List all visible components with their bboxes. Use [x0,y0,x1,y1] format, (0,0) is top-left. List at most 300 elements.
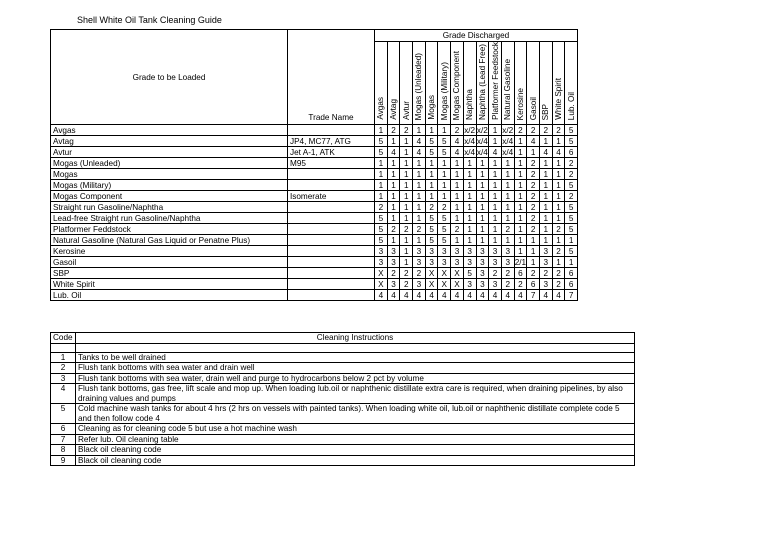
cleaning-code-cell: 1 [400,158,413,169]
cleaning-code-cell: 2 [552,246,565,257]
discharged-grade-label: Avgas [376,97,386,120]
trade-name-cell: JP4, MC77, ATG [288,136,375,147]
cleaning-code-cell: 1 [552,235,565,246]
grade-row [51,279,578,290]
cleaning-code-cell: x/4 [464,147,476,157]
grade-row [51,202,578,213]
discharged-grade-label: Naphtha (Lead Free) [477,43,487,120]
cleaning-code-cell: 4 [552,290,565,301]
cleaning-code-cell: 1 [463,180,476,191]
cleaning-code-cell: 4 [463,290,476,301]
cleaning-code-cell: 1 [375,169,388,180]
cleaning-code-cell: 4 [438,290,451,301]
trade-name-cell [288,169,375,180]
cleaning-code-cell: 1 [425,169,438,180]
cleaning-code-cell: 5 [463,268,476,279]
cleaning-code-cell: 5 [565,136,578,147]
cleaning-code-cell: 2 [451,125,464,136]
cleaning-code-cell: 4 [413,290,426,301]
cleaning-code-cell: 1 [425,191,438,202]
cleaning-code-cell: 4 [375,290,388,301]
cleaning-code-cell: 1 [476,235,489,246]
cleaning-code-cell: 2 [387,125,400,136]
cleaning-code-cell: 1 [438,169,451,180]
cleaning-code-cell: 2 [400,224,413,235]
cleaning-code-cell: 1 [463,213,476,224]
cleaning-code-cell: 3 [476,246,489,257]
cleaning-code-cell: 2 [451,224,464,235]
cleaning-code-cell: 1 [552,257,565,268]
cleaning-instruction: Cleaning as for cleaning code 5 but use a hot machine wash [76,424,635,435]
cleaning-instruction: Flush tank bottoms with sea water and drain well [76,363,635,374]
cleaning-code-cell: 1 [514,169,527,180]
cleaning-code-cell: 5 [375,224,388,235]
cleaning-code-cell: 1 [400,202,413,213]
cleaning-code-cell: 1 [539,224,552,235]
cleaning-code-cell: 1 [489,169,502,180]
cleaning-code-cell: 1 [425,180,438,191]
cleaning-code-cell: 2 [527,169,540,180]
cleaning-code-cell: 3 [476,257,489,268]
cleaning-code-cell: 1 [552,136,565,147]
cleaning-code-cell: 1 [425,125,438,136]
discharged-grade-header [514,42,527,125]
cleaning-code-cell: 1 [489,202,502,213]
grade-name-cell: SBP [51,268,288,279]
cleaning-code-cell: 1 [552,202,565,213]
trade-name-cell [288,290,375,301]
cleaning-code-cell: 1 [489,158,502,169]
cleaning-code-cell: 1 [413,191,426,202]
cleaning-code-cell: 4 [514,290,527,301]
cleaning-code-cell: 1 [514,202,527,213]
discharged-grade-header [375,42,388,125]
cleaning-code-cell: 3 [489,279,502,290]
cleaning-code: 4 [51,384,76,404]
cleaning-code-cell: 7 [527,290,540,301]
cleaning-code-cell: 1 [476,202,489,213]
cleaning-code-cell: 5 [375,136,388,147]
cleaning-code-cell: 1 [413,169,426,180]
grade-header-row [51,30,578,42]
cleaning-code-cell: 6 [565,268,578,279]
cleaning-code-cell: 1 [476,191,489,202]
trade-name-cell [288,235,375,246]
cleaning-code-cell: 3 [539,279,552,290]
cleaning-code-cell: 1 [451,158,464,169]
cleaning-code-cell: 1 [552,169,565,180]
cleaning-code-cell: 1 [400,191,413,202]
cleaning-code-cell: 3 [489,257,502,268]
cleaning-code-cell: 3 [425,246,438,257]
cleaning-code-cell: 1 [400,180,413,191]
discharged-grade-header [400,42,413,125]
discharged-grade-header [451,42,464,125]
grade-row [51,235,578,246]
cleaning-code-cell: 2 [400,279,413,290]
discharged-grade-label: Gasoil [528,96,538,120]
cleaning-code-cell: 1 [527,235,540,246]
cleaning-code-cell: 3 [451,257,464,268]
cleaning-code-cell: 4 [413,136,426,147]
cleaning-code-cell: 5 [565,246,578,257]
cleaning-code-cell: 2 [527,202,540,213]
cleaning-code-cell: 1 [476,180,489,191]
grade-row [51,290,578,301]
spacer-cell [51,343,76,352]
cleaning-code-cell: 1 [501,169,514,180]
cleaning-code-cell: 1 [463,158,476,169]
discharged-grade-label: Avtur [401,101,411,120]
cleaning-code-cell: 1 [463,235,476,246]
cleaning-row [51,424,635,435]
cleaning-code-cell: 3 [413,246,426,257]
cleaning-code-cell: 5 [425,147,438,158]
cleaning-code-cell: 1 [501,191,514,202]
cleaning-code-cell: 1 [514,180,527,191]
cleaning-code-cell: 1 [463,202,476,213]
cleaning-code-cell: 1 [514,235,527,246]
cleaning-code-cell: 1 [375,191,388,202]
cleaning-code-cell: 1 [400,169,413,180]
discharged-grade-label: Mogas (Unleaded) [414,52,424,120]
grade-row [51,136,578,147]
cleaning-code-cell: 1 [476,224,489,235]
cleaning-code-cell: 1 [387,158,400,169]
cleaning-code-cell: 6 [565,279,578,290]
grade-name-cell: Lead-free Straight run Gasoline/Naphtha [51,213,288,224]
code-header: Code [51,333,76,344]
grade-name-cell: Mogas (Military) [51,180,288,191]
cleaning-code-cell: 1 [539,169,552,180]
cleaning-code-cell: 1 [489,235,502,246]
cleaning-instructions-header: Cleaning Instructions [76,333,635,344]
discharged-grade-label: Lub. Oil [566,91,576,120]
cleaning-code-cell: 1 [400,213,413,224]
cleaning-row [51,455,635,466]
cleaning-code-cell: 2 [400,268,413,279]
cleaning-code-cell: 1 [539,213,552,224]
cleaning-code-cell: X [375,268,388,279]
cleaning-code-cell: 5 [425,235,438,246]
cleaning-code-cell: 2 [527,191,540,202]
discharged-grade-label: Mogas Component [452,50,462,120]
cleaning-code-cell: 2 [552,125,565,136]
cleaning-code-cell: 4 [451,290,464,301]
cleaning-header-row [51,333,635,344]
cleaning-code-cell: 1 [514,224,527,235]
cleaning-code-cell: 1 [514,191,527,202]
cleaning-code-cell: 1 [476,169,489,180]
cleaning-code-cell: 1 [539,180,552,191]
cleaning-instruction: Cold machine wash tanks for about 4 hrs (2 hrs on vessels with painted tanks). When loading white oil, lub.oil or naphthenic distillate complete code 5 and then follow code 4 [76,404,635,424]
cleaning-code: 2 [51,363,76,374]
cleaning-code-cell: 1 [438,180,451,191]
cleaning-code-cell: 3 [387,246,400,257]
cleaning-code-cell: 4 [451,147,464,158]
cleaning-code-cell: 2 [375,202,388,213]
cleaning-code-cell: 3 [413,279,426,290]
cleaning-code-cell: 1 [552,180,565,191]
grade-name-cell: Kerosine [51,246,288,257]
cleaning-code-cell: 1 [514,246,527,257]
discharged-grade-header [565,42,578,125]
cleaning-code-cell: 2 [501,279,514,290]
grade-row [51,180,578,191]
trade-name-cell: M95 [288,158,375,169]
cleaning-code-cell: 5 [425,136,438,147]
cleaning-code-cell: 3 [438,257,451,268]
cleaning-code-cell: 1 [413,125,426,136]
cleaning-code-cell: 1 [425,158,438,169]
cleaning-code-cell: x/2 [502,125,514,135]
cleaning-code-cell: 1 [413,180,426,191]
cleaning-code-cell: 3 [501,257,514,268]
cleaning-code-cell: 1 [451,191,464,202]
cleaning-code-cell: 4 [400,290,413,301]
cleaning-code: 6 [51,424,76,435]
discharged-grade-header [387,42,400,125]
cleaning-code-cell: 3 [451,246,464,257]
cleaning-spacer-row [51,343,635,352]
cleaning-code-cell: 1 [413,213,426,224]
cleaning-code-cell: 1 [387,191,400,202]
cleaning-code-cell: 3 [375,246,388,257]
cleaning-code-cell: 2 [565,191,578,202]
cleaning-code-cell: 4 [552,147,565,158]
cleaning-instruction: Refer lub. Oil cleaning table [76,434,635,445]
trade-name-cell [288,224,375,235]
cleaning-code-cell: 1 [539,136,552,147]
cleaning-code-cell: 1 [387,136,400,147]
cleaning-code-cell: 4 [425,290,438,301]
cleaning-code: 7 [51,434,76,445]
cleaning-code-cell: 2 [413,224,426,235]
discharged-grade-header [413,42,426,125]
grade-row [51,268,578,279]
trade-name-cell [288,246,375,257]
discharged-grade-header [539,42,552,125]
trade-name-cell [288,125,375,136]
cleaning-code-cell: 6 [527,279,540,290]
cleaning-code-cell: 1 [539,235,552,246]
cleaning-code-cell: 2 [539,268,552,279]
cleaning-code-cell: 1 [451,180,464,191]
cleaning-code-cell: 2 [552,268,565,279]
cleaning-code-cell: 4 [387,147,400,158]
cleaning-code-cell: 2 [413,268,426,279]
cleaning-code-cell: 1 [501,213,514,224]
cleaning-code-cell: 1 [539,158,552,169]
cleaning-code-cell: 1 [400,257,413,268]
grade-name-cell: Natural Gasoline (Natural Gas Liquid or Penatne Plus) [51,235,288,246]
cleaning-code-cell: 1 [489,136,502,147]
grade-name-cell: Avtur [51,147,288,158]
trade-name-cell [288,202,375,213]
grade-name-cell: Mogas Component [51,191,288,202]
cleaning-code-cell: 5 [565,213,578,224]
cleaning-code-cell: 1 [400,235,413,246]
trade-name-cell: Jet A-1, ATK [288,147,375,158]
cleaning-code-cell: 5 [425,213,438,224]
cleaning-code-cell: 5 [565,224,578,235]
cleaning-code-cell: 5 [438,147,451,158]
cleaning-code-cell: 5 [565,202,578,213]
cleaning-code-cell: 1 [514,147,527,158]
cleaning-code-cell: X [451,268,464,279]
cleaning-code-cell: X [438,279,451,290]
cleaning-code-cell: 2 [514,279,527,290]
cleaning-row [51,384,635,404]
cleaning-instruction: Tanks to be well drained [76,352,635,363]
grade-row [51,147,578,158]
cleaning-code-cell: 1 [552,158,565,169]
cleaning-row [51,352,635,363]
grade-row [51,246,578,257]
grade-name-cell: Mogas [51,169,288,180]
grade-name-cell: Straight run Gasoline/Naphtha [51,202,288,213]
cleaning-code-cell: 1 [565,257,578,268]
cleaning-code-cell: 1 [527,257,540,268]
cleaning-code-cell: 5 [438,213,451,224]
cleaning-row [51,373,635,384]
cleaning-code-cell: 1 [501,180,514,191]
cleaning-code-cell: 1 [451,202,464,213]
cleaning-code-cell: 1 [451,235,464,246]
cleaning-code-cell: 5 [438,235,451,246]
grade-name-cell: Avgas [51,125,288,136]
cleaning-code-cell: x/4 [476,136,488,146]
cleaning-code-cell: 1 [451,213,464,224]
cleaning-code-cell: x/4 [502,136,514,146]
discharged-grade-header [463,42,476,125]
trade-name-cell [288,257,375,268]
cleaning-code-cell: 1 [375,180,388,191]
cleaning-code-cell: 4 [539,290,552,301]
cleaning-code-cell: 1 [387,202,400,213]
cleaning-code-cell: 1 [375,158,388,169]
cleaning-code-cell: 2 [514,125,527,136]
cleaning-code-cell: 2 [565,158,578,169]
cleaning-code-cell: 2 [400,125,413,136]
discharged-grade-header [501,42,514,125]
cleaning-code: 8 [51,445,76,456]
cleaning-code-cell: 3 [501,246,514,257]
trade-name-cell [288,180,375,191]
cleaning-instruction: Flush tank bottoms, gas free, lift scale and mop up. When loading lub.oil or naphthenic distillate extra care is required, when draining pipelines, by also draining values and pumps [76,384,635,404]
cleaning-code-cell: 1 [438,125,451,136]
cleaning-code-cell: 4 [476,290,489,301]
cleaning-code-cell: 1 [451,169,464,180]
cleaning-code: 9 [51,455,76,466]
grade-name-cell: White Spirit [51,279,288,290]
cleaning-code-cell: 2 [527,268,540,279]
grade-to-be-loaded-header: Grade to be Loaded [51,30,288,125]
cleaning-code-cell: 1 [539,202,552,213]
cleaning-code-cell: 5 [375,235,388,246]
discharged-grade-label: Avtag [389,99,399,120]
grade-row [51,191,578,202]
cleaning-code-cell: 2 [539,125,552,136]
cleaning-code-cell: 1 [527,147,540,158]
cleaning-code-cell: 4 [489,290,502,301]
cleaning-code-cell: 2 [565,169,578,180]
cleaning-code-cell: 2 [527,180,540,191]
cleaning-code-cell: 1 [552,213,565,224]
discharged-grade-label: SBP [541,103,551,120]
cleaning-code-cell: 1 [501,202,514,213]
cleaning-row [51,434,635,445]
cleaning-instruction: Black oil cleaning code [76,445,635,456]
cleaning-code-cell: 1 [387,169,400,180]
discharged-grade-label: Platformer Feedstock [490,42,500,120]
cleaning-code-cell: 4 [413,147,426,158]
cleaning-code-cell: X [438,268,451,279]
discharged-grade-label: White Spirit [553,78,563,120]
cleaning-code-cell: x/4 [464,136,476,146]
discharged-grade-label: Mogas [427,95,437,120]
cleaning-instruction: Flush tank bottoms with sea water, drain well and purge to hydrocarbons below 2 pct by volume [76,373,635,384]
cleaning-code-cell: 1 [438,158,451,169]
cleaning-code-cell: 5 [425,224,438,235]
cleaning-code-cell: 1 [539,191,552,202]
grade-row [51,158,578,169]
trade-name-header: Trade Name [288,30,375,125]
cleaning-code-cell: 1 [400,136,413,147]
cleaning-code-cell: 1 [413,202,426,213]
cleaning-code-cell: 1 [438,191,451,202]
cleaning-code-cell: 4 [501,290,514,301]
grade-name-cell: Platformer Feddstock [51,224,288,235]
discharged-grade-header [552,42,565,125]
cleaning-code-cell: 1 [501,158,514,169]
cleaning-code: 5 [51,404,76,424]
cleaning-code-cell: 2 [489,268,502,279]
page-title: Shell White Oil Tank Cleaning Guide [77,15,222,25]
cleaning-code-cell: 1 [387,213,400,224]
cleaning-code-cell: 2 [552,224,565,235]
cleaning-code-cell: 6 [514,268,527,279]
cleaning-code-cell: 5 [375,147,388,158]
cleaning-code-cell: 6 [565,147,578,158]
cleaning-code-cell: 2 [527,158,540,169]
cleaning-code-cell: 1 [527,246,540,257]
discharged-grade-label: Natural Gasoline [503,59,513,120]
cleaning-instruction: Black oil cleaning code [76,455,635,466]
cleaning-code-cell: 2 [438,202,451,213]
cleaning-code-cell: 2 [501,224,514,235]
cleaning-code-cell: 1 [400,147,413,158]
cleaning-code-cell: 1 [413,158,426,169]
cleaning-code-cell: x/4 [476,147,488,157]
cleaning-code-cell: 4 [489,147,502,158]
grade-row [51,169,578,180]
cleaning-code-cell: 1 [514,213,527,224]
cleaning-code-cell: 1 [476,158,489,169]
cleaning-code-cell: 3 [438,246,451,257]
spacer-cell [76,343,635,352]
cleaning-code-cell: 1 [387,235,400,246]
discharged-grade-header [527,42,540,125]
cleaning-code-cell: 2 [425,202,438,213]
cleaning-code-cell: 1 [489,224,502,235]
cleaning-code-cell: 4 [539,147,552,158]
cleaning-code-cell: 3 [539,246,552,257]
grade-row [51,213,578,224]
cleaning-code-cell: 3 [375,257,388,268]
grade-name-cell: Mogas (Unleaded) [51,158,288,169]
cleaning-code-cell: 1 [514,136,527,147]
